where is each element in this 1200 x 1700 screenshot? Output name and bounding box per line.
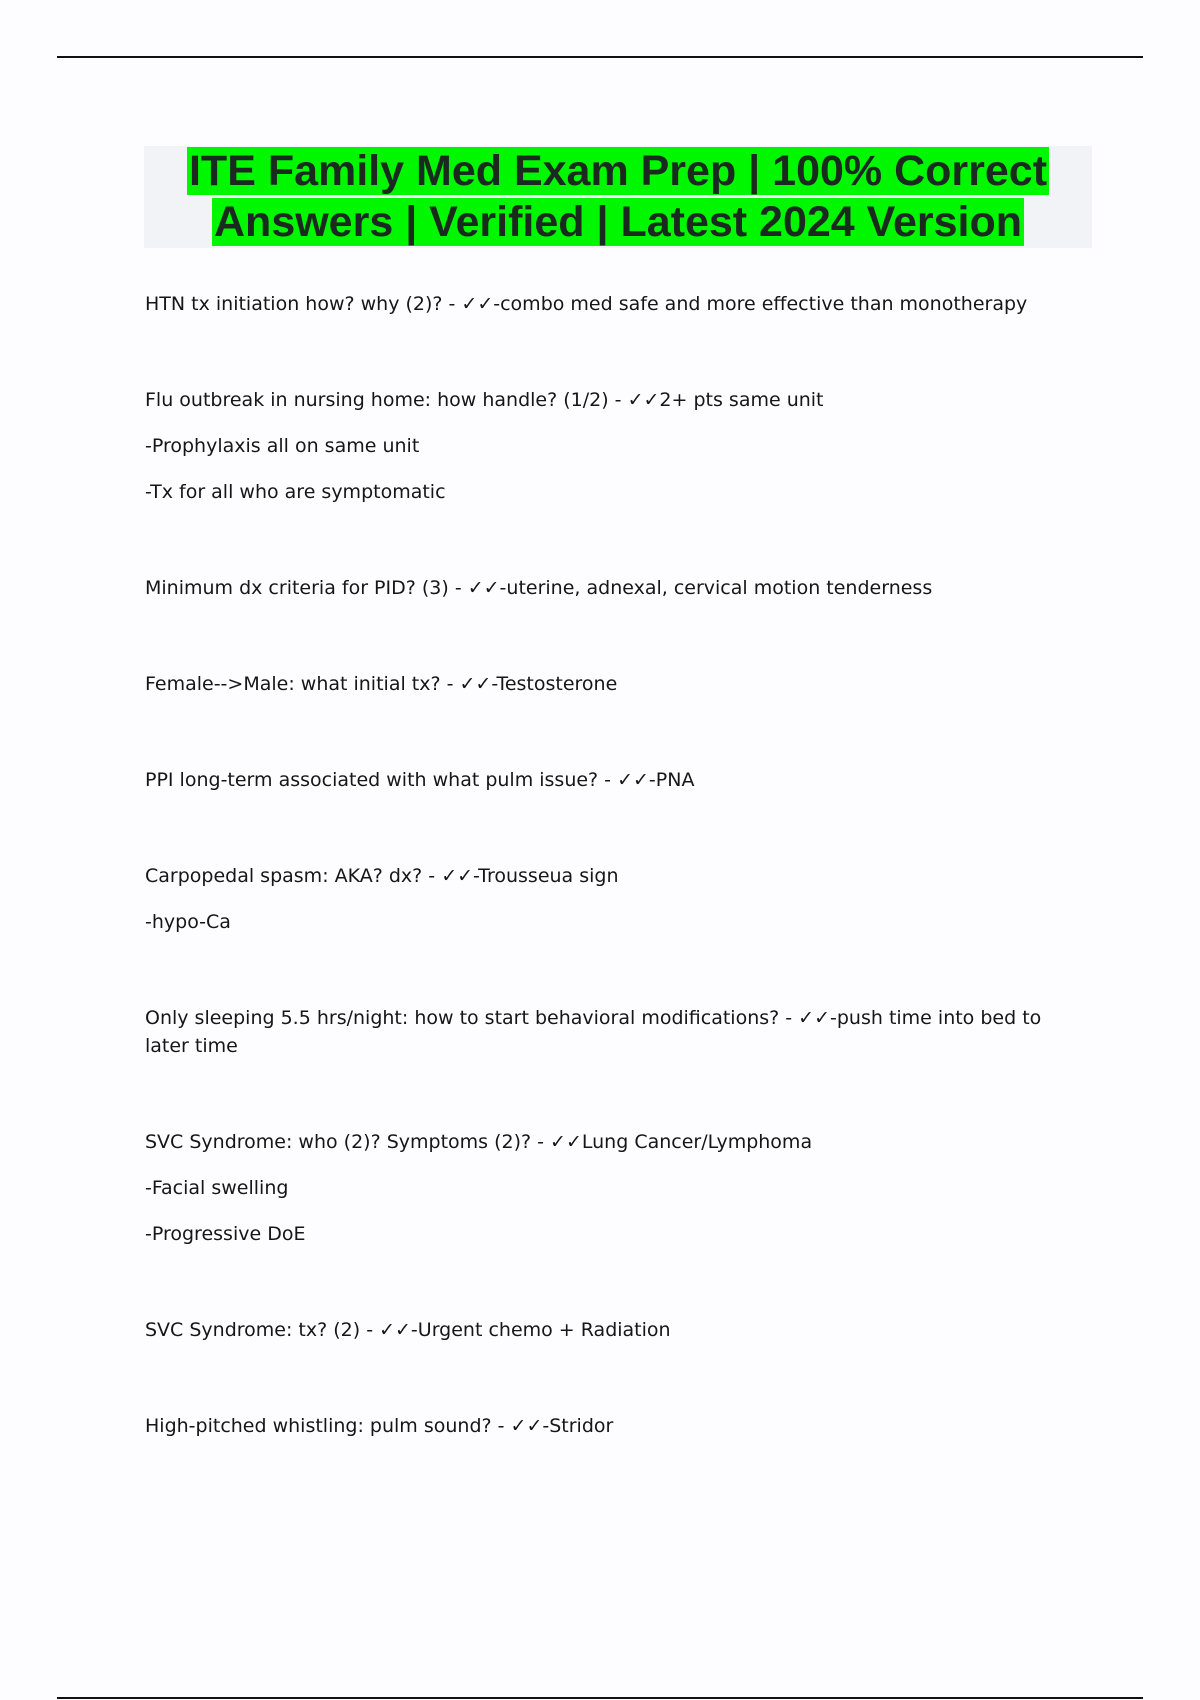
qa-question: SVC Syndrome: who (2)? Symptoms (2)? - ✓✓Lung Cancer/Lymphoma (145, 1131, 813, 1153)
qa-item (145, 290, 1045, 318)
qa-answer-line: -hypo-Ca (145, 911, 231, 933)
qa-list (145, 290, 1045, 1508)
qa-question: Minimum dx criteria for PID? (3) - ✓✓-uterine, adnexal, cervical motion tenderness (145, 577, 933, 599)
header-rule (57, 56, 1143, 58)
qa-item (145, 386, 1045, 506)
qa-answer-line: -Prophylaxis all on same unit (145, 435, 420, 457)
qa-question: Flu outbreak in nursing home: how handle? (1/2) - ✓✓2+ pts same unit (145, 389, 824, 411)
qa-question: High-pitched whistling: pulm sound? - ✓✓-Stridor (145, 1415, 614, 1437)
title-box (144, 146, 1092, 248)
title-line-1: ITE Family Med Exam Prep | 100% Correct (188, 147, 1048, 195)
qa-answer-line: -Facial swelling (145, 1177, 289, 1199)
qa-question: Only sleeping 5.5 hrs/night: how to start behavioral modifications? - ✓✓-push time into bed to later time (145, 1007, 1042, 1057)
qa-item (145, 1412, 1045, 1440)
qa-question: HTN tx initiation how? why (2)? - ✓✓-combo med safe and more effective than monotherapy (145, 293, 1028, 315)
qa-item (145, 766, 1045, 794)
qa-item (145, 1316, 1045, 1344)
qa-question: Female-->Male: what initial tx? - ✓✓-Testosterone (145, 673, 618, 695)
title-line-2: Answers | Verified | Latest 2024 Version (214, 198, 1022, 246)
qa-question: SVC Syndrome: tx? (2) - ✓✓-Urgent chemo + Radiation (145, 1319, 671, 1341)
qa-question: Carpopedal spasm: AKA? dx? - ✓✓-Trousseua sign (145, 865, 619, 887)
qa-answer-line: -Progressive DoE (145, 1223, 306, 1245)
qa-item (145, 862, 1045, 936)
qa-item (145, 1004, 1045, 1060)
qa-question: PPI long-term associated with what pulm issue? - ✓✓-PNA (145, 769, 695, 791)
page-title (144, 146, 1092, 248)
qa-item (145, 574, 1045, 602)
qa-answer-line: -Tx for all who are symptomatic (145, 481, 446, 503)
footer-rule (57, 1697, 1143, 1699)
qa-item (145, 670, 1045, 698)
qa-item (145, 1128, 1045, 1248)
